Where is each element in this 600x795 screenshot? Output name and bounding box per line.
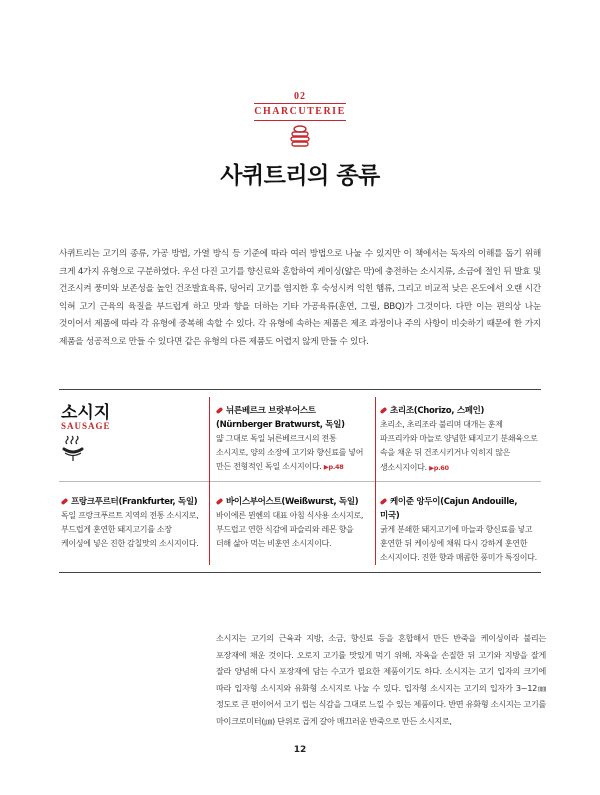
- item-title: 초리조(Chorizo, 스페인): [390, 406, 485, 416]
- grid-bottom-rule: [59, 572, 541, 573]
- item-title: 케이준 앙두이(Cajun Andouille, 미국): [380, 497, 518, 521]
- sausage-item: [380, 495, 538, 566]
- sausage-bullet-icon: [216, 498, 223, 505]
- grid-top-rule: [59, 389, 541, 390]
- sausage-item: [61, 495, 203, 552]
- page-reference[interactable]: ▶p.60: [429, 463, 449, 472]
- item-body: 얇 그대로 독일 뉘른베르크시의 전통 소시지로, 양의 소장에 고기와 향신료를 넣어 만든 전형적인 독일 소시지이다.: [216, 434, 364, 472]
- grid-divider-1: [209, 397, 210, 565]
- page-title: 사퀴트리의 종류: [220, 163, 380, 189]
- item-body: 굵게 분쇄한 돼지고기에 마늘과 향신료를 넣고 훈연한 뒤 케이싱에 채워 다시 강하게 훈연한 소시지이다. 진한 향과 매콤한 풍미가 특징이다.: [380, 525, 537, 563]
- sausage-bullet-icon: [380, 407, 387, 414]
- chapter-rule-bottom: [254, 120, 346, 121]
- category-english: SAUSAGE: [61, 421, 111, 431]
- sausage-item: [216, 495, 366, 552]
- category-title: 소시지: [61, 403, 111, 423]
- item-title: 프랑크푸르터(Frankfurter, 독일): [71, 497, 198, 507]
- sausage-item: [380, 404, 538, 475]
- item-body: 독일 프랑크푸르트 지역의 전통 소시지로, 부드럽게 훈연한 돼지고기를 소장 케이싱에 넣은 진한 감칠맛의 소시지이다.: [61, 511, 199, 549]
- sausage-bullet-icon: [61, 498, 68, 505]
- item-subtitle: (Nürnberger Bratwurst, 독일): [216, 420, 345, 430]
- item-title: 바이스부어스트(Weißwurst, 독일): [226, 497, 359, 507]
- item-body: 바이에른 뮌헨의 대표 아침 식사용 소시지로, 부드럽고 연한 식감에 파슬리와 레몬 향을 더해 삶아 먹는 비훈연 소시지이다.: [216, 511, 364, 549]
- sausage-type-grid: [59, 389, 541, 574]
- intro-paragraph: 사퀴트리는 고기의 종류, 가공 방법, 가열 방식 등 기준에 따라 여러 방법으로 나눌 수 있지만 이 책에서는 독자의 이해를 돕기 위해 크게 4가지 유형으로 구분하였다. 우선 다진 고기를 향신료와 혼합하여 케이싱(얇은 막)에 충전하는 소시지류, 소금에 절인 뒤 발효 및 건조시켜 풍미와 보존성을 높인 건조발효육류, 덩어리 고기를 염지한 후 숙성시켜 익힌 햄류, 그리고 비교적 낮은 온도에서 오랜 시간 익혀 고기 근육의 육질을 부드럽게 하고 맛과 향을 더하는 기타 가공육류(훈연, 그릴, BBQ)가 그것이다. 다만 이는 편의상 나눈 것이어서 제품에 따라 각 유형에 중복해 속할 수 있다. 각 유형에 속하는 제품은 제조 과정이나 주의 사항이 비슷하기 때문에 한 가지 제품을 성공적으로 만들 수 있다면 같은 유형의 다른 제품도 어렵지 않게 만들 수 있다.: [59, 249, 541, 347]
- chapter-number: 02: [294, 91, 306, 102]
- chapter-label: CHARCUTERIE: [254, 106, 346, 117]
- sausage-bullet-icon: [380, 498, 387, 505]
- page-reference[interactable]: ▶p.48: [323, 463, 344, 472]
- stacked-meat-icon: [285, 124, 315, 148]
- chapter-rule-top: [254, 103, 346, 104]
- grid-middle-rule: [59, 481, 541, 482]
- item-body: 초리소, 초리조라 불리며 대개는 훈제 파프리카와 마늘로 양념한 돼지고기 분쇄육으로 속을 채운 뒤 건조시키거나 익히지 않은 생소시지이다.: [380, 420, 538, 472]
- page-number: 12: [293, 745, 307, 755]
- steaming-sausage-icon: [61, 434, 85, 462]
- grid-divider-2: [375, 397, 376, 565]
- sausage-bullet-icon: [216, 407, 223, 414]
- item-title: 뉘른베르크 브랏부어스트: [226, 406, 316, 416]
- sausage-item: [216, 404, 366, 475]
- body-paragraph: 소시지는 고기의 근육과 지방, 소금, 향신료 등을 혼합해서 만든 반죽을 케이싱이라 불리는 포장재에 채운 것이다. 오로지 고기를 맛있게 먹기 위해, 자육을 손질한 뒤 고기와 지방을 잘게 잘라 양념해 다시 포장재에 담는 수고가 필요한 제품이기도 하다. 소시지는 고기 입자의 크기에 따라 입자형 소시지와 유화형 소시지로 나눌 수 있다. 입자형 소시지는 고기의 입자가 3~12㎜ 정도로 큰 편이어서 고기 씹는 식감을 그대로 느낄 수 있는 제품이다. 반면 유화형 소시지는 고기를 마이크로미터(㎛) 단위로 곱게 갈아 매끄러운 반죽으로 만든 소시지로,: [216, 633, 546, 726]
